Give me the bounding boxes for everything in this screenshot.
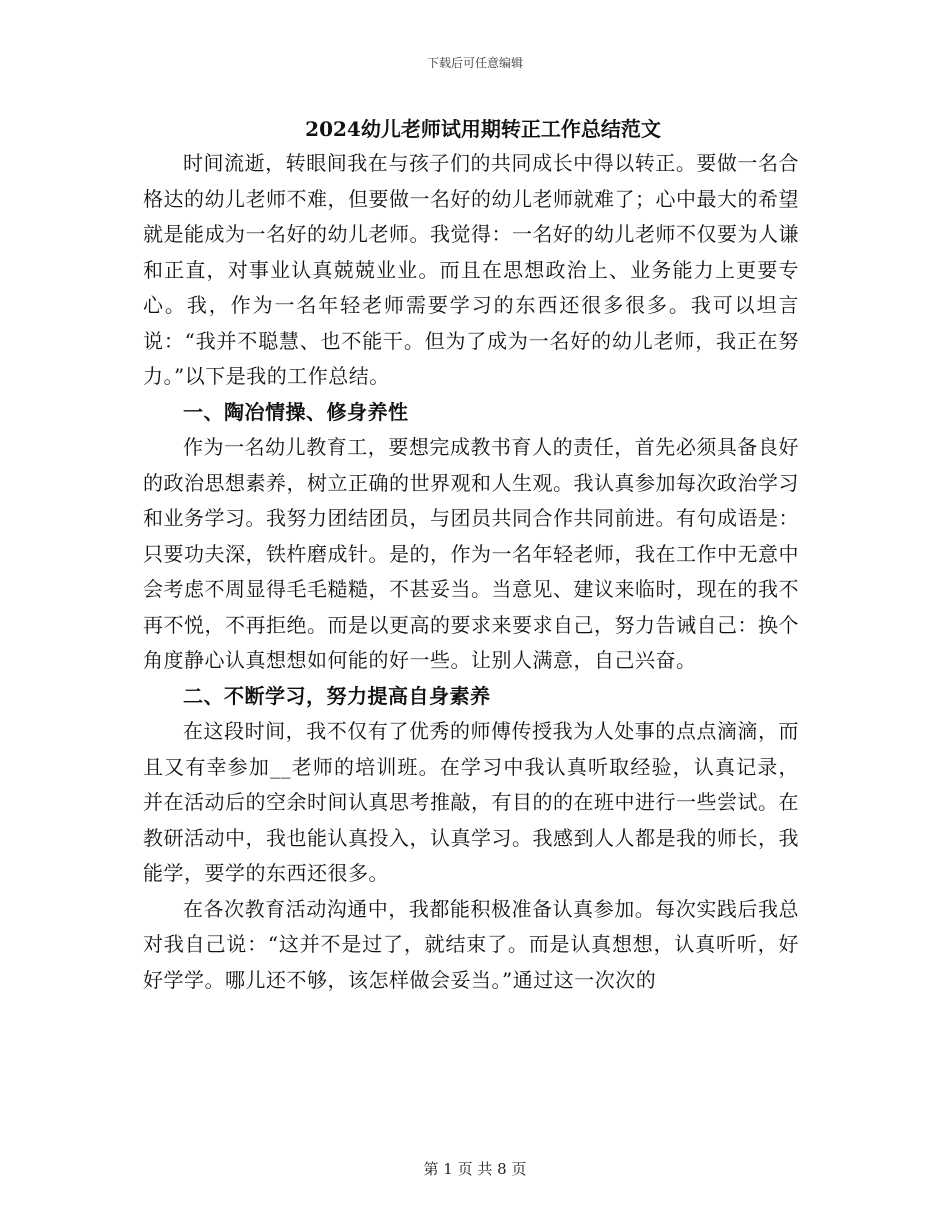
document-title: 2024幼儿老师试用期转正工作总结范文 xyxy=(305,117,661,141)
section-2-heading: 二、不断学习，努力提高自身素养 xyxy=(183,683,491,708)
intro-paragraph: 时间流逝，转眼间我在与孩子们的共同成长中得以转正。要做一名合格达的幼儿老师不难，但要做一名好的幼儿老师就难了；心中最大的希望就是能成为一名好的幼儿老师。我觉得：一名好的幼儿老师不仅要为人谦和正直，对事业认真兢兢业业。而且在思想政治上、业务能力上更要专心。我，作为一名年轻老师需要学习的东西还很多很多。我可以坦言说：“我并不聪慧、也不能干。但为了成为一名好的幼儿老师，我正在努力。”以下是我的工作总结。 xyxy=(143,151,799,388)
section-1-heading: 一、陶冶情操、修身养性 xyxy=(183,399,409,424)
section-1-paragraph: 作为一名幼儿教育工，要想完成教书育人的责任，首先必须具备良好的政治思想素养，树立正确的世界观和人生观。我认真参加每次政治学习和业务学习。我努力团结团员，与团员共同合作共同前进。有句成语是：只要功夫深，铁杵磨成针。是的，作为一名年轻老师，我在工作中无意中会考虑不周显得毛毛糙糙，不甚妥当。当意见、建议来临时，现在的我不再不悦，不再拒绝。而是以更高的要求来要求自己，努力告诫自己：换个角度静心认真想想如何能的好一些。让别人满意，自己兴奋。 xyxy=(143,435,799,672)
section-2-paragraph-2: 在各次教育活动沟通中，我都能积极准备认真参加。每次实践后我总对我自己说：“这并不是过了，就结束了。而是认真想想，认真听听，好好学学。哪儿还不够，该怎样做会妥当。”通过这一次次的 xyxy=(143,896,799,992)
page-number: 第 1 页 共 8 页 xyxy=(423,1160,527,1178)
header-note: 下载后可任意编辑 xyxy=(426,56,523,70)
section-2-paragraph-1: 在这段时间，我不仅有了优秀的师傅传授我为人处事的点点滴滴，而且又有幸参加__老师的培训班。在学习中我认真听取经验，认真记录，并在活动后的空余时间认真思考推敲，有目的的在班中进行一些尝试。在教研活动中，我也能认真投入，认真学习。我感到人人都是我的师长，我能学，要学的东西还很多。 xyxy=(143,719,799,885)
document-body xyxy=(143,112,799,998)
